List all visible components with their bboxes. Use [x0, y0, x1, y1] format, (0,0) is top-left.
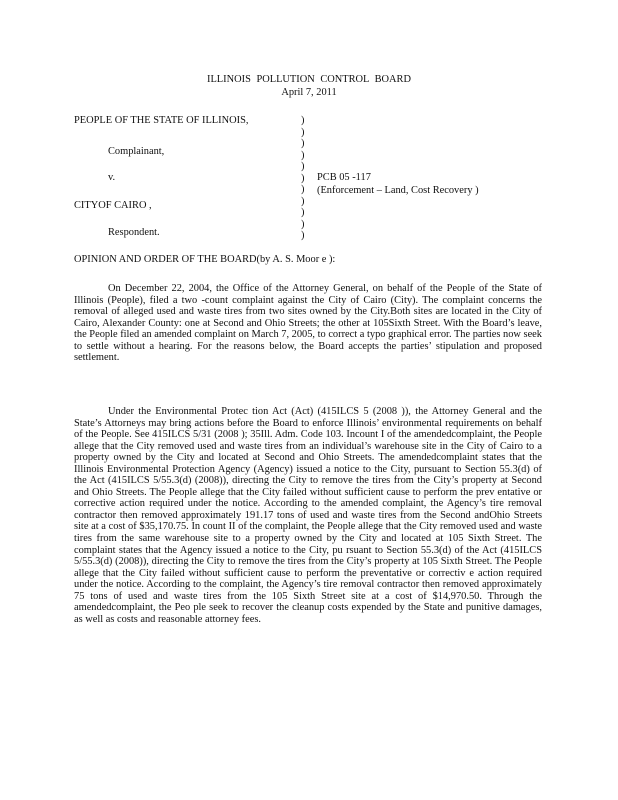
- paragraph-complaint-text: Under the Environmental Protec tion Act (Act) (415ILCS 5 (2008 )), the Attorney General and the State’s Attorneys may bring actions before the Board to enforce Illinois’ environmental requirements on behalf of the People. See 415ILCS 5/31 (2008 ); 35Ill. Adm. Code 103. Incount I of the amendedcomplaint, the People allege that the City removed used and waste tires from an individual’s warehouse site in the City of Cairo to a property owned by the City and located at Second and Ohio Streets. The amendedcomplaint states that the Illinois Environmental Protection Agency (Agency) issued a notice to the City, pursuant to Section 55.3(d) of the Act (415ILCS 5/55.3(d) (2008)), directing the City to remove the tires from the City’s property at Second and Ohio Streets. The People allege that the City failed without sufficient cause to perform the prev entative or corrective action required under the notice. According to the amended complaint, the Agency’s tire removal contractor then removed approximately 191.17 tons of used and waste tires from the Second andOhio Streets site at a cost of $35,170.75. In count II of the complaint, the People allege that the City removed used and waste tires from the same warehouse site to a property owned by the City and located at 105 Sixth Street. The complaint states that the Agency issued a notice to the City, pu rsuant to Section 55.3(d) of the Act (415ILCS 5/55.3(d) (2008)), directing the City to remove the tires from the City’s property at 105 Sixth Street. The People allege that the City failed without sufficient cause to perform the preventative or correctiv e action required under the notice. According to the complaint, the Agency’s tire removal contractor then removed approximately 75 tons of used and waste tires from the 105 Sixth Street site at a cost of $14,970.50. Through the amendedcomplaint, the Peo ple seek to recover the cleanup costs expended by the State and punitive damages, as well as costs and reasonable attorney fees.: [74, 406, 542, 625]
- caption-defendant: CITYOF CAIRO ,: [74, 200, 152, 211]
- case-number: PCB 05 -117: [317, 172, 371, 183]
- caption-paren: ): [301, 184, 305, 195]
- caption-paren: ): [301, 126, 305, 138]
- caption-versus: v.: [108, 172, 116, 183]
- opinion-heading: OPINION AND ORDER OF THE BOARD(by A. S. Moor e ):: [74, 254, 336, 265]
- caption-paren: ): [301, 172, 305, 184]
- paragraph-intro-text: On December 22, 2004, the Office of the Attorney General, on behalf of the People of the State of Illinois (People), filed a two -count complaint against the City of Cairo (City). The complaint concerns the removal of alleged used and waste tires from two sites owned by the City.Both sites are located in the City of Cairo, Alexander County: one at Second and Ohio Streets; the other at 105Sixth Street. With the Board’s leave, the People filed an amended complaint on March 7, 2005, to correct a typo graphical error. The parties now seek to settle without a hearing. For the reasons below, the Board accepts the parties’ stipulation and proposed settlement.: [74, 283, 542, 364]
- caption-paren: ): [301, 115, 305, 126]
- document-date: April 7, 2011: [281, 87, 337, 98]
- caption-respondent: Respondent.: [108, 227, 160, 238]
- caption-paren: ): [301, 230, 305, 241]
- caption-parenthesis-column: [301, 115, 311, 242]
- caption-paren: ): [301, 149, 305, 161]
- case-type: (Enforcement – Land, Cost Recovery ): [317, 185, 479, 196]
- caption-paren: ): [301, 218, 305, 230]
- caption-paren: ): [301, 138, 305, 149]
- paragraph-complaint: [74, 406, 542, 625]
- caption-paren: ): [301, 195, 305, 207]
- board-name: ILLINOIS POLLUTION CONTROL BOARD: [206, 74, 411, 85]
- paragraph-intro: [74, 283, 542, 364]
- caption-complainant: Complainant,: [108, 146, 165, 157]
- caption-paren: ): [301, 207, 305, 218]
- caption-plaintiff: PEOPLE OF THE STATE OF ILLINOIS,: [74, 115, 249, 126]
- caption-paren: ): [301, 161, 305, 172]
